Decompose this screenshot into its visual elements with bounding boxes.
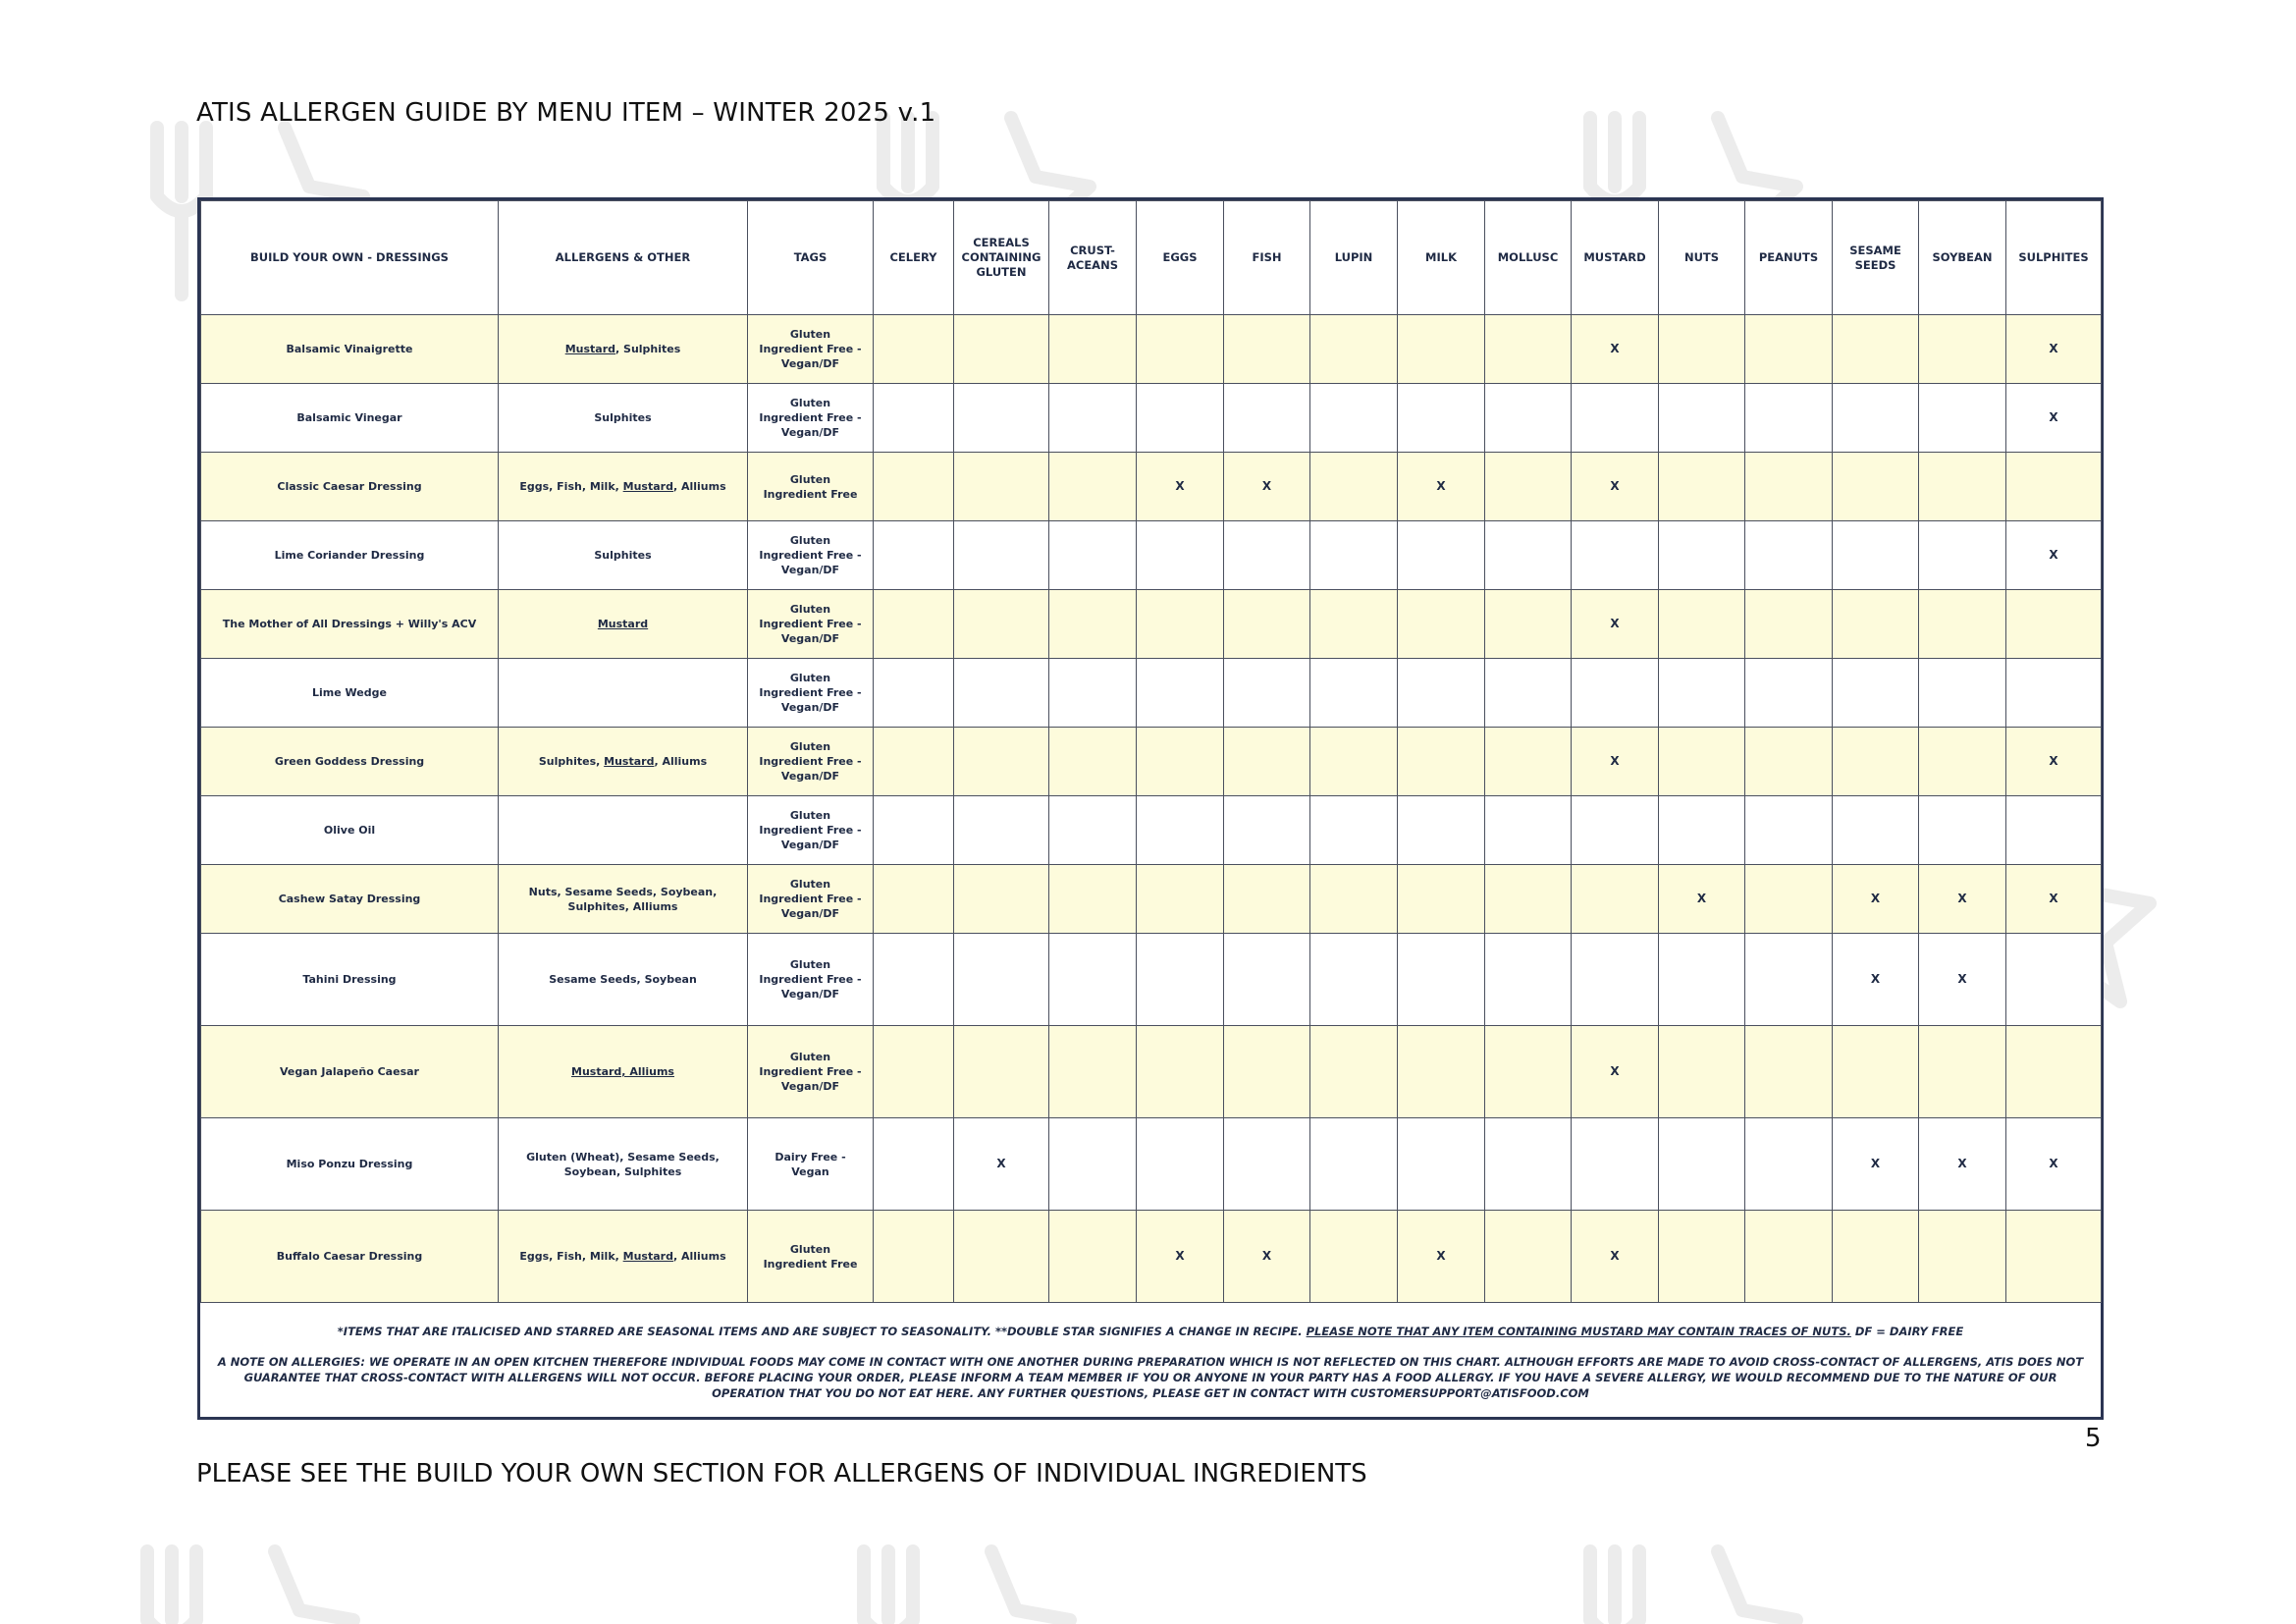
allergen-mark-cell bbox=[1745, 728, 1833, 796]
allergen-mark-cell bbox=[1485, 659, 1572, 728]
item-allergens bbox=[499, 521, 748, 590]
allergen-table bbox=[200, 200, 2102, 1303]
allergen-mark-cell bbox=[1919, 659, 2006, 728]
allergens-underlined: Mustard bbox=[564, 343, 616, 355]
allergen-mark-cell bbox=[1833, 315, 1919, 384]
item-tags: Dairy Free - Vegan bbox=[748, 1118, 874, 1211]
allergens-underlined: Mustard bbox=[622, 1250, 673, 1263]
allergen-mark-cell bbox=[2006, 1026, 2102, 1118]
allergen-mark-cell bbox=[874, 1211, 954, 1303]
allergen-mark-cell bbox=[2006, 453, 2102, 521]
item-allergens bbox=[499, 728, 748, 796]
allergen-mark-cell bbox=[1919, 453, 2006, 521]
allergen-mark-cell bbox=[1049, 934, 1137, 1026]
allergen-mark-cell bbox=[1137, 521, 1224, 590]
allergens-text: Sulphites, bbox=[538, 755, 605, 768]
allergen-mark-cell bbox=[1398, 384, 1485, 453]
allergen-mark-cell bbox=[1049, 659, 1137, 728]
allergen-mark-cell: X bbox=[954, 1118, 1049, 1211]
allergen-mark-cell bbox=[1919, 384, 2006, 453]
allergen-mark-cell: X bbox=[2006, 728, 2102, 796]
dairy-free-legend: DF = DAIRY FREE bbox=[1850, 1325, 1964, 1338]
allergy-disclaimer: A NOTE ON ALLERGIES: WE OPERATE IN AN OPEN KITCHEN THEREFORE INDIVIDUAL FOODS MAY COME IN CONTACT WITH ONE ANOTHER DURING PREPARATION WHICH IS NOT REFLECTED ON THIS CHART. ALTHOUGH EFFORTS ARE MADE TO AVOID CROSS-CONTACT OF ALLERGENS, ATIS DOES NOT GUARANTEE THAT CROSS-CONTACT WITH ALLERGENS WILL NOT OCCUR. BEFORE PLACING YOUR ORDER, PLEASE INFORM A TEAM MEMBER IF YOU OR ANYONE IN YOUR PARTY HAS A FOOD ALLERGY. IF YOU HAVE A SEVERE ALLERGY, WE WOULD RECOMMEND DUE TO THE NATURE OF OUR OPERATION THAT YOU DO NOT EAT HERE. ANY FURTHER QUESTIONS, PLEASE GET IN CONTACT WITH CUSTOMERSUPPORT@ATISFOOD.COM bbox=[217, 1355, 2084, 1400]
seasonality-note bbox=[200, 1324, 2101, 1339]
item-allergens bbox=[499, 796, 748, 865]
allergen-mark-cell bbox=[1919, 315, 2006, 384]
allergen-mark-cell bbox=[1398, 1026, 1485, 1118]
allergen-mark-cell bbox=[1310, 728, 1398, 796]
allergen-mark-cell bbox=[1224, 590, 1310, 659]
allergen-mark-cell: X bbox=[1224, 1211, 1310, 1303]
item-name: The Mother of All Dressings + Willy's ACV bbox=[201, 590, 499, 659]
allergen-mark-cell bbox=[1572, 659, 1659, 728]
allergen-mark-cell bbox=[1485, 865, 1572, 934]
item-allergens bbox=[499, 1118, 748, 1211]
allergen-mark-cell bbox=[1919, 796, 2006, 865]
allergen-mark-cell bbox=[1833, 590, 1919, 659]
allergens-text: Sulphites bbox=[594, 549, 652, 562]
header-fish: FISH bbox=[1224, 201, 1310, 315]
allergen-mark-cell bbox=[2006, 934, 2102, 1026]
item-name: Lime Wedge bbox=[201, 659, 499, 728]
table-row bbox=[201, 934, 2102, 1026]
item-name: Green Goddess Dressing bbox=[201, 728, 499, 796]
page-title: ATIS ALLERGEN GUIDE BY MENU ITEM – WINTER 2025 v.1 bbox=[196, 98, 936, 128]
allergen-mark-cell bbox=[1224, 728, 1310, 796]
allergen-mark-cell bbox=[1745, 934, 1833, 1026]
allergen-mark-cell bbox=[1833, 796, 1919, 865]
item-tags: Gluten Ingredient Free - Vegan/DF bbox=[748, 659, 874, 728]
item-name: Miso Ponzu Dressing bbox=[201, 1118, 499, 1211]
allergen-mark-cell bbox=[1745, 384, 1833, 453]
table-row bbox=[201, 1211, 2102, 1303]
allergen-mark-cell bbox=[1745, 865, 1833, 934]
allergen-mark-cell bbox=[1398, 315, 1485, 384]
item-name: Lime Coriander Dressing bbox=[201, 521, 499, 590]
item-name: Vegan Jalapeño Caesar bbox=[201, 1026, 499, 1118]
allergen-mark-cell: X bbox=[1572, 1211, 1659, 1303]
allergen-mark-cell bbox=[1659, 728, 1745, 796]
header-milk: MILK bbox=[1398, 201, 1485, 315]
allergen-mark-cell bbox=[2006, 590, 2102, 659]
allergen-mark-cell bbox=[1137, 728, 1224, 796]
allergen-mark-cell bbox=[874, 728, 954, 796]
item-name: Tahini Dressing bbox=[201, 934, 499, 1026]
allergen-mark-cell bbox=[1310, 1026, 1398, 1118]
allergen-mark-cell bbox=[1310, 521, 1398, 590]
allergen-mark-cell: X bbox=[1833, 934, 1919, 1026]
allergens-text: Sulphites bbox=[594, 411, 652, 424]
allergen-mark-cell bbox=[1919, 728, 2006, 796]
table-row bbox=[201, 1026, 2102, 1118]
allergen-mark-cell: X bbox=[1137, 453, 1224, 521]
table-row bbox=[201, 453, 2102, 521]
allergen-mark-cell bbox=[1049, 590, 1137, 659]
allergen-mark-cell bbox=[1659, 590, 1745, 659]
allergen-mark-cell bbox=[1659, 1211, 1745, 1303]
allergen-mark-cell bbox=[954, 1026, 1049, 1118]
item-allergens bbox=[499, 1211, 748, 1303]
item-tags: Gluten Ingredient Free bbox=[748, 453, 874, 521]
allergen-mark-cell bbox=[1310, 453, 1398, 521]
allergen-mark-cell bbox=[954, 865, 1049, 934]
allergen-mark-cell bbox=[874, 453, 954, 521]
allergen-mark-cell bbox=[1485, 1118, 1572, 1211]
item-tags: Gluten Ingredient Free - Vegan/DF bbox=[748, 521, 874, 590]
allergen-mark-cell bbox=[1224, 1026, 1310, 1118]
allergen-mark-cell bbox=[1745, 521, 1833, 590]
allergen-mark-cell bbox=[874, 315, 954, 384]
item-allergens bbox=[499, 384, 748, 453]
allergen-mark-cell bbox=[1398, 1118, 1485, 1211]
allergen-mark-cell bbox=[1572, 384, 1659, 453]
allergen-mark-cell bbox=[1137, 1026, 1224, 1118]
allergen-mark-cell bbox=[954, 315, 1049, 384]
allergen-mark-cell: X bbox=[1224, 453, 1310, 521]
item-tags: Gluten Ingredient Free - Vegan/DF bbox=[748, 796, 874, 865]
item-name: Balsamic Vinaigrette bbox=[201, 315, 499, 384]
allergen-mark-cell bbox=[1049, 453, 1137, 521]
item-tags: Gluten Ingredient Free bbox=[748, 1211, 874, 1303]
header-crustaceans: CRUST- ACEANS bbox=[1049, 201, 1137, 315]
allergen-mark-cell bbox=[874, 1118, 954, 1211]
allergen-mark-cell bbox=[954, 521, 1049, 590]
allergen-mark-cell: X bbox=[2006, 1118, 2102, 1211]
allergen-mark-cell bbox=[1833, 659, 1919, 728]
allergen-mark-cell bbox=[1833, 728, 1919, 796]
allergen-mark-cell bbox=[1833, 521, 1919, 590]
allergen-mark-cell bbox=[1572, 521, 1659, 590]
table-footer-notes bbox=[200, 1305, 2101, 1417]
header-allergens: ALLERGENS & OTHER bbox=[499, 201, 748, 315]
allergens-underlined: Mustard bbox=[622, 480, 673, 493]
allergen-mark-cell bbox=[1049, 384, 1137, 453]
allergen-mark-cell bbox=[1224, 1118, 1310, 1211]
allergen-mark-cell bbox=[1659, 453, 1745, 521]
allergens-text: , Alliums bbox=[672, 1250, 726, 1263]
allergen-mark-cell bbox=[1049, 1211, 1137, 1303]
table-row bbox=[201, 728, 2102, 796]
allergen-mark-cell bbox=[1485, 315, 1572, 384]
allergen-mark-cell bbox=[1398, 590, 1485, 659]
item-name: Buffalo Caesar Dressing bbox=[201, 1211, 499, 1303]
allergen-mark-cell bbox=[1310, 1118, 1398, 1211]
allergen-mark-cell bbox=[1398, 934, 1485, 1026]
allergen-mark-cell bbox=[1485, 934, 1572, 1026]
allergen-mark-cell bbox=[1310, 796, 1398, 865]
item-allergens bbox=[499, 865, 748, 934]
table-body bbox=[201, 315, 2102, 1303]
item-tags: Gluten Ingredient Free - Vegan/DF bbox=[748, 865, 874, 934]
fork-star-watermark-icon bbox=[825, 1532, 1080, 1624]
allergen-mark-cell bbox=[1745, 315, 1833, 384]
allergen-mark-cell bbox=[954, 659, 1049, 728]
allergen-mark-cell bbox=[1137, 934, 1224, 1026]
fork-star-watermark-icon bbox=[1551, 1532, 1806, 1624]
header-mollusc: MOLLUSC bbox=[1485, 201, 1572, 315]
header-cereals: CEREALS CONTAINING GLUTEN bbox=[954, 201, 1049, 315]
allergen-mark-cell bbox=[1745, 453, 1833, 521]
allergen-mark-cell bbox=[874, 865, 954, 934]
allergen-mark-cell bbox=[874, 659, 954, 728]
allergen-mark-cell bbox=[2006, 1211, 2102, 1303]
allergens-text: Eggs, Fish, Milk, bbox=[519, 480, 623, 493]
allergen-mark-cell bbox=[954, 934, 1049, 1026]
item-name: Classic Caesar Dressing bbox=[201, 453, 499, 521]
allergen-mark-cell bbox=[1137, 590, 1224, 659]
allergen-mark-cell bbox=[1572, 1118, 1659, 1211]
allergen-mark-cell bbox=[1224, 934, 1310, 1026]
allergen-mark-cell: X bbox=[1919, 1118, 2006, 1211]
item-name: Cashew Satay Dressing bbox=[201, 865, 499, 934]
allergen-mark-cell bbox=[1833, 453, 1919, 521]
allergen-mark-cell bbox=[1224, 384, 1310, 453]
allergen-mark-cell bbox=[1310, 384, 1398, 453]
allergens-text: , Alliums bbox=[672, 480, 726, 493]
allergen-mark-cell bbox=[1049, 1118, 1137, 1211]
allergen-mark-cell bbox=[1310, 934, 1398, 1026]
allergen-mark-cell bbox=[1659, 1118, 1745, 1211]
allergen-mark-cell bbox=[1745, 1026, 1833, 1118]
allergen-mark-cell: X bbox=[2006, 315, 2102, 384]
allergens-text: Sesame Seeds, Soybean bbox=[549, 973, 697, 986]
allergen-mark-cell bbox=[1310, 1211, 1398, 1303]
allergen-mark-cell bbox=[1224, 796, 1310, 865]
allergen-table-frame bbox=[197, 197, 2104, 1420]
allergen-mark-cell bbox=[1137, 315, 1224, 384]
allergen-mark-cell bbox=[1049, 728, 1137, 796]
allergen-mark-cell: X bbox=[1572, 590, 1659, 659]
allergen-mark-cell: X bbox=[2006, 521, 2102, 590]
allergen-mark-cell bbox=[1049, 315, 1137, 384]
allergen-mark-cell bbox=[874, 384, 954, 453]
allergens-underlined: Mustard bbox=[597, 618, 649, 630]
item-tags: Gluten Ingredient Free - Vegan/DF bbox=[748, 315, 874, 384]
allergen-mark-cell: X bbox=[1398, 453, 1485, 521]
item-tags: Gluten Ingredient Free - Vegan/DF bbox=[748, 1026, 874, 1118]
allergen-mark-cell bbox=[1745, 1211, 1833, 1303]
table-row bbox=[201, 659, 2102, 728]
allergen-mark-cell bbox=[1485, 384, 1572, 453]
allergen-mark-cell bbox=[1833, 1211, 1919, 1303]
fork-star-watermark-icon bbox=[108, 1532, 363, 1624]
allergen-mark-cell bbox=[1398, 659, 1485, 728]
allergen-mark-cell bbox=[1659, 1026, 1745, 1118]
allergen-mark-cell bbox=[954, 728, 1049, 796]
allergen-mark-cell bbox=[1745, 1118, 1833, 1211]
table-row bbox=[201, 315, 2102, 384]
header-peanuts: PEANUTS bbox=[1745, 201, 1833, 315]
allergen-mark-cell bbox=[1137, 1118, 1224, 1211]
item-tags: Gluten Ingredient Free - Vegan/DF bbox=[748, 728, 874, 796]
item-allergens bbox=[499, 934, 748, 1026]
allergen-mark-cell bbox=[1224, 865, 1310, 934]
allergens-text: Gluten (Wheat), Sesame Seeds, Soybean, Sulphites bbox=[526, 1150, 720, 1178]
allergen-mark-cell: X bbox=[1919, 934, 2006, 1026]
allergen-mark-cell bbox=[1745, 659, 1833, 728]
allergen-mark-cell bbox=[1224, 521, 1310, 590]
allergen-mark-cell bbox=[1310, 659, 1398, 728]
item-name: Olive Oil bbox=[201, 796, 499, 865]
allergen-mark-cell bbox=[1659, 659, 1745, 728]
allergen-mark-cell bbox=[1398, 796, 1485, 865]
allergen-mark-cell bbox=[1224, 659, 1310, 728]
item-tags: Gluten Ingredient Free - Vegan/DF bbox=[748, 934, 874, 1026]
allergen-mark-cell bbox=[1919, 1211, 2006, 1303]
allergen-mark-cell: X bbox=[1137, 1211, 1224, 1303]
allergens-text: , Sulphites bbox=[615, 343, 681, 355]
allergens-text: Eggs, Fish, Milk, bbox=[519, 1250, 623, 1263]
allergen-mark-cell bbox=[1919, 590, 2006, 659]
allergen-mark-cell bbox=[1485, 796, 1572, 865]
allergen-mark-cell bbox=[1137, 659, 1224, 728]
bottom-note: PLEASE SEE THE BUILD YOUR OWN SECTION FOR ALLERGENS OF INDIVIDUAL INGREDIENTS bbox=[196, 1459, 1367, 1489]
allergens-underlined: Mustard, Alliums bbox=[571, 1065, 674, 1078]
allergen-mark-cell bbox=[1572, 796, 1659, 865]
allergen-mark-cell bbox=[1137, 384, 1224, 453]
allergen-mark-cell bbox=[1398, 728, 1485, 796]
seasonality-note-text: *ITEMS THAT ARE ITALICISED AND STARRED ARE SEASONAL ITEMS AND ARE SUBJECT TO SEASONALITY. **DOUBLE STAR SIGNIFIES A CHANGE IN RECIPE. bbox=[337, 1325, 1307, 1338]
header-mustard: MUSTARD bbox=[1572, 201, 1659, 315]
allergen-mark-cell bbox=[954, 796, 1049, 865]
allergens-underlined: Mustard bbox=[604, 755, 655, 768]
allergen-mark-cell bbox=[2006, 659, 2102, 728]
allergen-mark-cell bbox=[1659, 521, 1745, 590]
allergen-mark-cell bbox=[2006, 796, 2102, 865]
allergen-mark-cell bbox=[1485, 521, 1572, 590]
allergen-mark-cell bbox=[954, 1211, 1049, 1303]
allergen-mark-cell bbox=[1485, 728, 1572, 796]
allergen-mark-cell bbox=[874, 796, 954, 865]
page-number: 5 bbox=[2085, 1424, 2102, 1453]
allergen-mark-cell bbox=[1137, 865, 1224, 934]
allergen-mark-cell: X bbox=[1833, 865, 1919, 934]
allergen-mark-cell bbox=[1485, 590, 1572, 659]
item-allergens bbox=[499, 315, 748, 384]
header-nuts: NUTS bbox=[1659, 201, 1745, 315]
item-tags: Gluten Ingredient Free - Vegan/DF bbox=[748, 590, 874, 659]
allergen-mark-cell bbox=[874, 1026, 954, 1118]
allergen-mark-cell bbox=[1049, 1026, 1137, 1118]
allergen-mark-cell: X bbox=[2006, 384, 2102, 453]
allergen-mark-cell bbox=[1485, 1026, 1572, 1118]
allergen-mark-cell bbox=[1049, 865, 1137, 934]
allergen-mark-cell bbox=[1659, 384, 1745, 453]
allergen-mark-cell: X bbox=[1919, 865, 2006, 934]
allergen-mark-cell bbox=[1745, 590, 1833, 659]
allergen-mark-cell bbox=[1310, 865, 1398, 934]
item-tags: Gluten Ingredient Free - Vegan/DF bbox=[748, 384, 874, 453]
allergen-mark-cell bbox=[1659, 315, 1745, 384]
header-item: BUILD YOUR OWN - DRESSINGS bbox=[201, 201, 499, 315]
allergen-mark-cell bbox=[954, 384, 1049, 453]
allergen-mark-cell bbox=[1310, 590, 1398, 659]
allergen-mark-cell: X bbox=[1572, 453, 1659, 521]
table-row bbox=[201, 590, 2102, 659]
allergen-mark-cell bbox=[874, 590, 954, 659]
item-allergens bbox=[499, 590, 748, 659]
allergen-mark-cell bbox=[874, 521, 954, 590]
allergen-mark-cell bbox=[1833, 384, 1919, 453]
allergen-mark-cell bbox=[1919, 521, 2006, 590]
allergen-mark-cell bbox=[1137, 796, 1224, 865]
allergen-mark-cell bbox=[1485, 1211, 1572, 1303]
item-name: Balsamic Vinegar bbox=[201, 384, 499, 453]
allergen-mark-cell bbox=[1572, 865, 1659, 934]
allergen-mark-cell bbox=[1659, 934, 1745, 1026]
allergen-mark-cell bbox=[1049, 796, 1137, 865]
header-tags: TAGS bbox=[748, 201, 874, 315]
allergen-mark-cell bbox=[1224, 315, 1310, 384]
allergen-mark-cell bbox=[1745, 796, 1833, 865]
header-lupin: LUPIN bbox=[1310, 201, 1398, 315]
allergens-text: Nuts, Sesame Seeds, Soybean, Sulphites, Alliums bbox=[528, 885, 718, 913]
item-allergens bbox=[499, 1026, 748, 1118]
allergen-mark-cell bbox=[1485, 453, 1572, 521]
table-row bbox=[201, 384, 2102, 453]
header-sesame: SESAME SEEDS bbox=[1833, 201, 1919, 315]
allergen-mark-cell bbox=[1919, 1026, 2006, 1118]
allergen-mark-cell: X bbox=[1398, 1211, 1485, 1303]
allergen-mark-cell bbox=[954, 590, 1049, 659]
allergen-mark-cell: X bbox=[1659, 865, 1745, 934]
item-allergens bbox=[499, 659, 748, 728]
item-allergens bbox=[499, 453, 748, 521]
allergen-mark-cell bbox=[1833, 1026, 1919, 1118]
allergen-mark-cell bbox=[874, 934, 954, 1026]
table-row bbox=[201, 796, 2102, 865]
table-header-row bbox=[201, 201, 2102, 315]
header-celery: CELERY bbox=[874, 201, 954, 315]
header-sulphites: SULPHITES bbox=[2006, 201, 2102, 315]
header-eggs: EGGS bbox=[1137, 201, 1224, 315]
allergen-mark-cell bbox=[1049, 521, 1137, 590]
allergen-mark-cell: X bbox=[1572, 315, 1659, 384]
allergen-mark-cell bbox=[1310, 315, 1398, 384]
header-soybean: SOYBEAN bbox=[1919, 201, 2006, 315]
allergen-mark-cell bbox=[1572, 934, 1659, 1026]
allergens-text: , Alliums bbox=[654, 755, 708, 768]
allergen-mark-cell bbox=[1398, 865, 1485, 934]
allergen-mark-cell: X bbox=[2006, 865, 2102, 934]
allergen-mark-cell bbox=[954, 453, 1049, 521]
table-row bbox=[201, 1118, 2102, 1211]
allergen-mark-cell bbox=[1659, 796, 1745, 865]
allergen-mark-cell: X bbox=[1572, 728, 1659, 796]
allergen-mark-cell bbox=[1398, 521, 1485, 590]
allergen-mark-cell: X bbox=[1833, 1118, 1919, 1211]
allergen-mark-cell: X bbox=[1572, 1026, 1659, 1118]
mustard-nuts-warning: PLEASE NOTE THAT ANY ITEM CONTAINING MUSTARD MAY CONTAIN TRACES OF NUTS. bbox=[1306, 1325, 1851, 1338]
table-row bbox=[201, 865, 2102, 934]
table-row bbox=[201, 521, 2102, 590]
